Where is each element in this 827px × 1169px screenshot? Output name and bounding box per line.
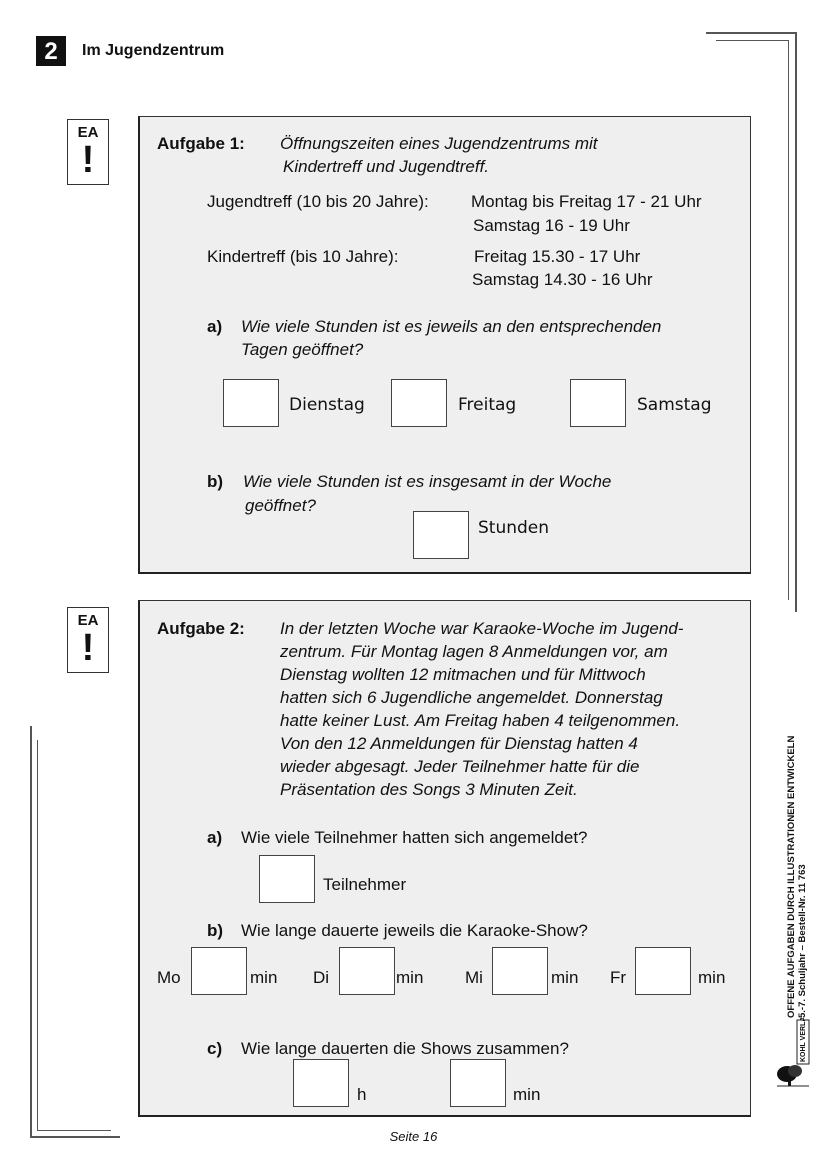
samstag-answer-box[interactable] xyxy=(570,379,626,427)
task1-a-question-line1: Wie viele Stunden ist es jeweils an den entsprechenden xyxy=(241,317,662,336)
side-imprint xyxy=(786,720,816,1020)
task2-story-line: In der letzten Woche war Karaoke-Woche im Jugend- xyxy=(280,619,684,638)
unit-min: min xyxy=(250,968,278,987)
jugendtreff-label: Jugendtreff (10 bis 20 Jahre): xyxy=(207,192,429,211)
stunden-answer-box[interactable] xyxy=(413,511,469,559)
top-right-rule-h2 xyxy=(716,40,788,41)
unit-min: min xyxy=(698,968,726,987)
task2-story-line: Präsentation des Songs 3 Minuten Zeit. xyxy=(280,780,578,799)
ea-badge xyxy=(67,119,109,185)
task2-story-line: hatte keiner Lust. Am Freitag haben 4 teilgenommen. xyxy=(280,711,681,730)
task1-b-question-line1: Wie viele Stunden ist es insgesamt in der Woche xyxy=(243,472,612,491)
day-label-fr: Fr xyxy=(610,968,627,987)
dienstag-label: Dienstag xyxy=(289,395,365,415)
day-label-mo: Mo xyxy=(157,968,181,987)
dienstag-answer-box[interactable] xyxy=(223,379,279,427)
di-answer-box[interactable] xyxy=(339,947,395,995)
exclamation-icon: ! xyxy=(81,627,95,669)
hours-answer-box[interactable] xyxy=(293,1059,349,1107)
mi-answer-box[interactable] xyxy=(492,947,548,995)
task2-c-question: Wie lange dauerten die Shows zusammen? xyxy=(241,1039,569,1058)
tree-logo-icon xyxy=(775,1018,813,1088)
unit-min: min xyxy=(396,968,424,987)
freitag-answer-box[interactable] xyxy=(391,379,447,427)
jugendtreff-time1: Montag bis Freitag 17 - 21 Uhr xyxy=(471,192,702,211)
task2-c-marker: c) xyxy=(207,1039,223,1058)
svg-text:KOHL VERLAG: KOHL VERLAG xyxy=(800,1018,807,1062)
stunden-label: Stunden xyxy=(478,518,550,538)
page-number: Seite 16 xyxy=(389,1129,438,1144)
top-right-rule-v2 xyxy=(788,40,789,600)
bottom-left-rule-v1 xyxy=(30,726,32,1136)
task1-b-marker: b) xyxy=(207,472,224,491)
task1-intro-line1: Öffnungszeiten eines Jugendzentrums mit xyxy=(280,134,598,153)
exclamation-icon: ! xyxy=(81,139,95,181)
minutes-answer-box[interactable] xyxy=(450,1059,506,1107)
day-label-mi: Mi xyxy=(465,968,483,987)
task2-a-question: Wie viele Teilnehmer hatten sich angemeldet? xyxy=(241,828,588,847)
task2-b-marker: b) xyxy=(207,921,224,940)
side-imprint-line2: 5.-7. Schuljahr – Bestell-Nr. 11 763 xyxy=(797,864,808,1018)
task2-a-marker: a) xyxy=(207,828,223,847)
kindertreff-time1: Freitag 15.30 - 17 Uhr xyxy=(474,247,641,266)
kindertreff-label: Kindertreff (bis 10 Jahre): xyxy=(207,247,399,266)
task2-box xyxy=(138,600,751,1117)
top-right-rule-h1 xyxy=(706,32,796,34)
day-label-di: Di xyxy=(313,968,330,987)
side-imprint-text xyxy=(786,736,808,1018)
task1-box xyxy=(138,116,751,574)
kindertreff-time2: Samstag 14.30 - 16 Uhr xyxy=(472,270,653,289)
task2-story-line: wieder abgesagt. Jeder Teilnehmer hatte für die xyxy=(280,757,640,776)
teilnehmer-label: Teilnehmer xyxy=(323,875,407,894)
fr-answer-box[interactable] xyxy=(635,947,691,995)
task2-story-line: Von den 12 Anmeldungen für Dienstag hatten 4 xyxy=(280,734,638,753)
page-title: Im Jugendzentrum xyxy=(82,42,225,59)
side-imprint-line1: OFFENE AUFGABEN DURCH ILLUSTRATIONEN ENTWICKELN xyxy=(786,735,797,1018)
chapter-number: 2 xyxy=(36,36,66,66)
mo-answer-box[interactable] xyxy=(191,947,247,995)
top-right-rule-v1 xyxy=(795,32,797,612)
task2-story-line: hatten sich 6 Jugendliche angemeldet. Donnerstag xyxy=(280,688,663,707)
teilnehmer-answer-box[interactable] xyxy=(259,855,315,903)
unit-min: min xyxy=(551,968,579,987)
unit-h: h xyxy=(357,1085,367,1104)
ea-badge-label: EA xyxy=(77,612,99,629)
jugendtreff-time2: Samstag 16 - 19 Uhr xyxy=(473,216,630,235)
task1-a-question-line2: Tagen geöffnet? xyxy=(241,340,364,359)
bottom-left-rule-v2 xyxy=(37,740,38,1130)
task2-b-question: Wie lange dauerte jeweils die Karaoke-Show? xyxy=(241,921,588,940)
freitag-label: Freitag xyxy=(458,395,517,415)
task1-intro-line2: Kindertreff und Jugendtreff. xyxy=(283,157,490,176)
task1-label: Aufgabe 1: xyxy=(157,134,245,153)
task1-a-marker: a) xyxy=(207,317,223,336)
task2-label: Aufgabe 2: xyxy=(157,619,245,638)
task2-story-line: zentrum. Für Montag lagen 8 Anmeldungen vor, am xyxy=(280,642,668,661)
ea-badge-label: EA xyxy=(77,124,99,141)
ea-badge xyxy=(67,607,109,673)
publisher-logo xyxy=(775,1018,813,1088)
task1-b-question-line2: geöffnet? xyxy=(245,496,316,515)
unit-min: min xyxy=(513,1085,541,1104)
task2-story-line: Dienstag wollten 12 mitmachen und für Mittwoch xyxy=(280,665,646,684)
samstag-label: Samstag xyxy=(637,395,712,415)
